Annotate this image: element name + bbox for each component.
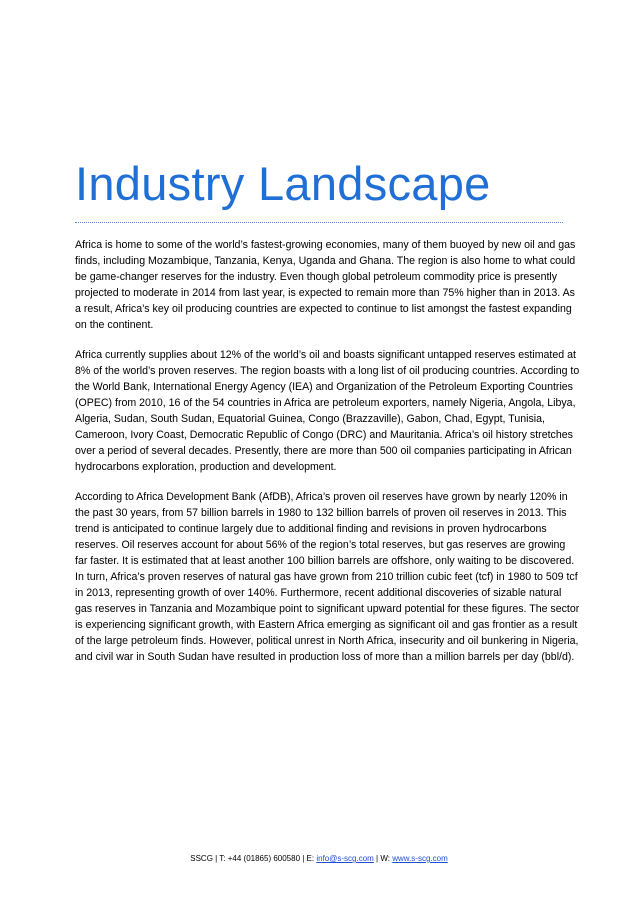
paragraph-1: Africa is home to some of the world’s fastest-growing economies, many of them buoyed by new oil and gas finds, including Mozambique, Tanzania, Kenya, Uganda and Ghana. The region is also home to what could be game-changer reserves for the industry. Even though global petroleum commodity price is presently projected to moderate in 2014 from last year, is expected to remain more than 75% higher than in 2013. As a result, Africa’s key oil producing countries are expected to continue to list amongst the fastest expanding on the continent.	[75, 239, 576, 331]
paragraph-2: Africa currently supplies about 12% of the world’s oil and boasts significant untapped reserves estimated at 8% of the world’s proven reserves. The region boasts with a long list of oil producing countries. According to the World Bank, International Energy Agency (IEA) and Organization of the Petroleum Exporting Countries (OPEC) from 2010, 16 of the 54 countries in Africa are petroleum exporters, namely Nigeria, Angola, Libya, Algeria, Sudan, South Sudan, Equatorial Guinea, Congo (Brazzaville), Gabon, Chad, Egypt, Tunisia, Cameroon, Ivory Coast, Democratic Republic of Congo (DRC) and Mauritania. Africa’s oil history stretches over a period of several decades. Presently, there are more than 500 oil companies participating in African hydrocarbons exploration, production and development.	[75, 349, 580, 473]
page-title: Industry Landscape	[75, 157, 491, 210]
footer-contact-text: SSCG | T: +44 (01865) 600580 | E:	[190, 854, 317, 863]
footer-email-link[interactable]: info@s-scg.com	[316, 854, 374, 863]
page-footer	[0, 853, 638, 865]
document-body	[75, 237, 580, 679]
title-divider	[75, 222, 563, 223]
footer-separator: | W:	[373, 854, 393, 863]
paragraph-3: According to Africa Development Bank (AfDB), Africa’s proven oil reserves have grown by nearly 120% in the past 30 years, from 57 billion barrels in 1980 to 132 billion barrels of proven oil reserves in 2013. This trend is anticipated to continue largely due to additional finding and revisions in proven hydrocarbons reserves. Oil reserves account for about 56% of the region’s total reserves, but gas reserves are growing far faster. It is estimated that at least another 100 billion barrels are offshore, only waiting to be discovered. In turn, Africa’s proven reserves of natural gas have grown from 210 trillion cubic feet (tcf) in 1980 to 509 tcf in 2013, representing growth of over 140%. Furthermore, recent additional discoveries of sizable natural gas reserves in Tanzania and Mozambique point to significant upward potential for these figures. The sector is experiencing significant growth, with Eastern Africa emerging as significant oil and gas frontier as a result of the large petroleum finds. However, political unrest in North Africa, insecurity and oil bunkering in Nigeria, and civil war in South Sudan have resulted in production loss of more than a million barrels per day (bbl/d).	[75, 491, 580, 663]
footer-website-link[interactable]: www.s-scg.com	[392, 854, 448, 863]
